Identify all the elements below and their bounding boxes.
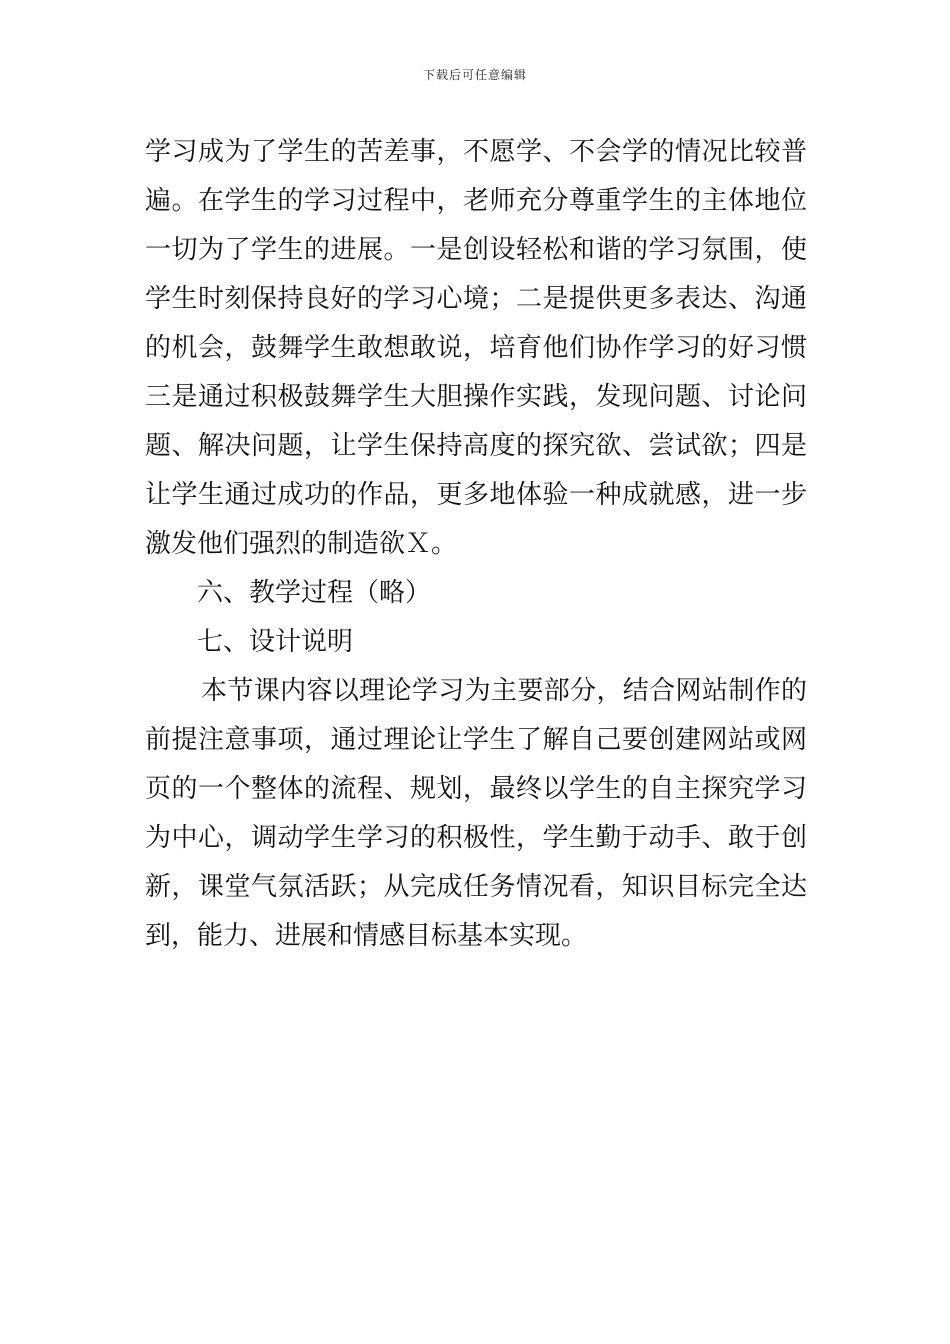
section-heading: 六、教学过程（略）	[197, 578, 432, 608]
body-line: 遍。在学生的学习过程中，老师充分尊重学生的主体地位	[145, 186, 807, 216]
section-heading: 七、设计说明	[197, 627, 354, 657]
body-line: 一切为了学生的进展。一是创设轻松和谐的学习氛围，使	[145, 235, 807, 265]
body-line: 新，课堂气氛活跃；从完成任务情况看，知识目标完全达	[145, 872, 807, 902]
document-body	[145, 128, 807, 961]
body-line: 让学生通过成功的作品，更多地体验一种成就感，进一步	[145, 480, 807, 510]
body-line: 激发他们强烈的制造欲Ｘ。	[145, 529, 458, 559]
body-line: 到，能力、进展和情感目标基本实现。	[145, 921, 588, 951]
body-line: 页的一个整体的流程、规划，最终以学生的自主探究学习	[145, 774, 807, 804]
page-header-note: 下载后可任意编辑	[422, 68, 527, 82]
body-line: 题、解决问题，让学生保持高度的探究欲、尝试欲；四是	[145, 431, 807, 461]
body-line: 学习成为了学生的苦差事，不愿学、不会学的情况比较普	[145, 137, 807, 167]
body-line: 前提注意事项，通过理论让学生了解自己要创建网站或网	[145, 725, 807, 755]
body-line: 学生时刻保持良好的学习心境；二是提供更多表达、沟通	[145, 284, 807, 314]
body-line: 本节课内容以理论学习为主要部分，结合网站制作的	[201, 676, 807, 706]
body-line: 的机会，鼓舞学生敢想敢说，培育他们协作学习的好习惯	[145, 333, 807, 363]
body-line: 三是通过积极鼓舞学生大胆操作实践，发现问题、讨论问	[145, 382, 807, 412]
body-line: 为中心，调动学生学习的积极性，学生勤于动手、敢于创	[145, 823, 807, 853]
